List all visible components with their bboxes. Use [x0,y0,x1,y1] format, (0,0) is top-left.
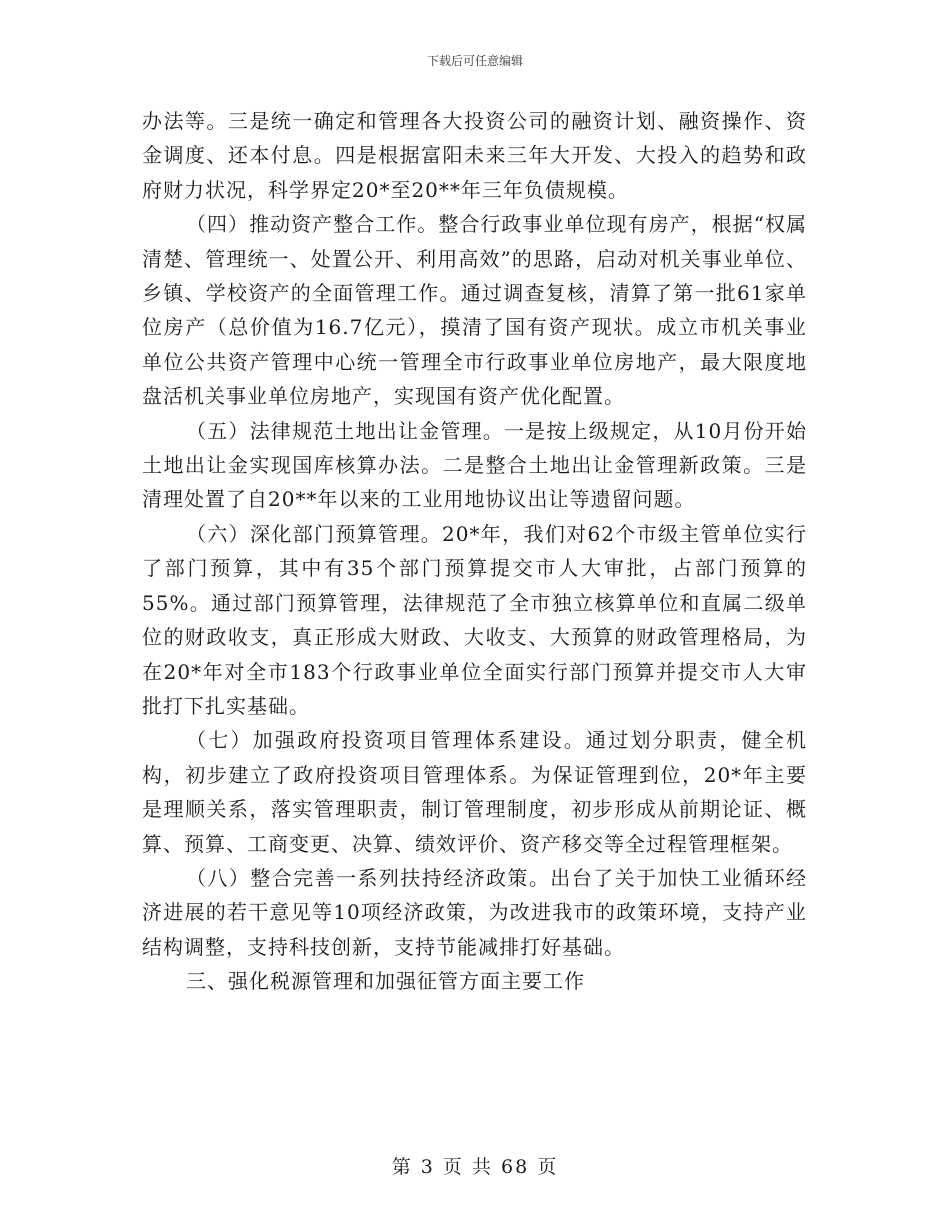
page-number-footer: 第 3 页 共 68 页 [391,1156,559,1178]
section-heading-3: 三、强化税源管理和加强征管方面主要工作 [186,969,585,994]
paragraph-continuation: 办法等。三是统一确定和管理各大投资公司的融资计划、融资操作、资金调度、还本付息。四是根据富阳未来三年大开发、大投入的趋势和政府财力状况，科学界定20*至20**年三年负债规模。 [142,109,807,202]
paragraph-section-4: （四）推动资产整合工作。整合行政事业单位现有房产，根据“权属清楚、管理统一、处置公开、利用高效”的思路，启动对机关事业单位、乡镇、学校资产的全面管理工作。通过调查复核，清算了第一批61家单位房产（总价值为16.7亿元），摸清了国有资产现状。成立市机关事业单位公共资产管理中心统一管理全市行政事业单位房地产，最大限度地盘活机关事业单位房地产，实现国有资产优化配置。 [142,212,807,409]
paragraph-section-6: （六）深化部门预算管理。20*年，我们对62个市级主管单位实行了部门预算，其中有35个部门预算提交市人大审批，占部门预算的55%。通过部门预算管理，法律规范了全市独立核算单位和直属二级单位的财政收支，真正形成大财政、大收支、大预算的财政管理格局，为在20*年对全市183个行政事业单位全面实行部门预算并提交市人大审批打下扎实基础。 [142,521,807,718]
paragraph-section-5: （五）法律规范土地出让金管理。一是按上级规定，从10月份开始土地出让金实现国库核算办法。二是整合土地出让金管理新政策。三是清理处置了自20**年以来的工业用地协议出让等遗留问题。 [142,418,807,512]
paragraph-section-7: （七）加强政府投资项目管理体系建设。通过划分职责，健全机构，初步建立了政府投资项目管理体系。为保证管理到位，20*年主要是理顺关系，落实管理职责，制订管理制度，初步形成从前期论证、概算、预算、工商变更、决算、绩效评价、资产移交等全过程管理框架。 [142,728,807,856]
page-header-note: 下载后可任意编辑 [426,54,523,68]
paragraph-section-8: （八）整合完善一系列扶持经济政策。出台了关于加快工业循环经济进展的若干意见等10项经济政策，为改进我市的政策环境，支持产业结构调整，支持科技创新，支持节能减排打好基础。 [142,865,807,959]
document-body [142,104,807,999]
